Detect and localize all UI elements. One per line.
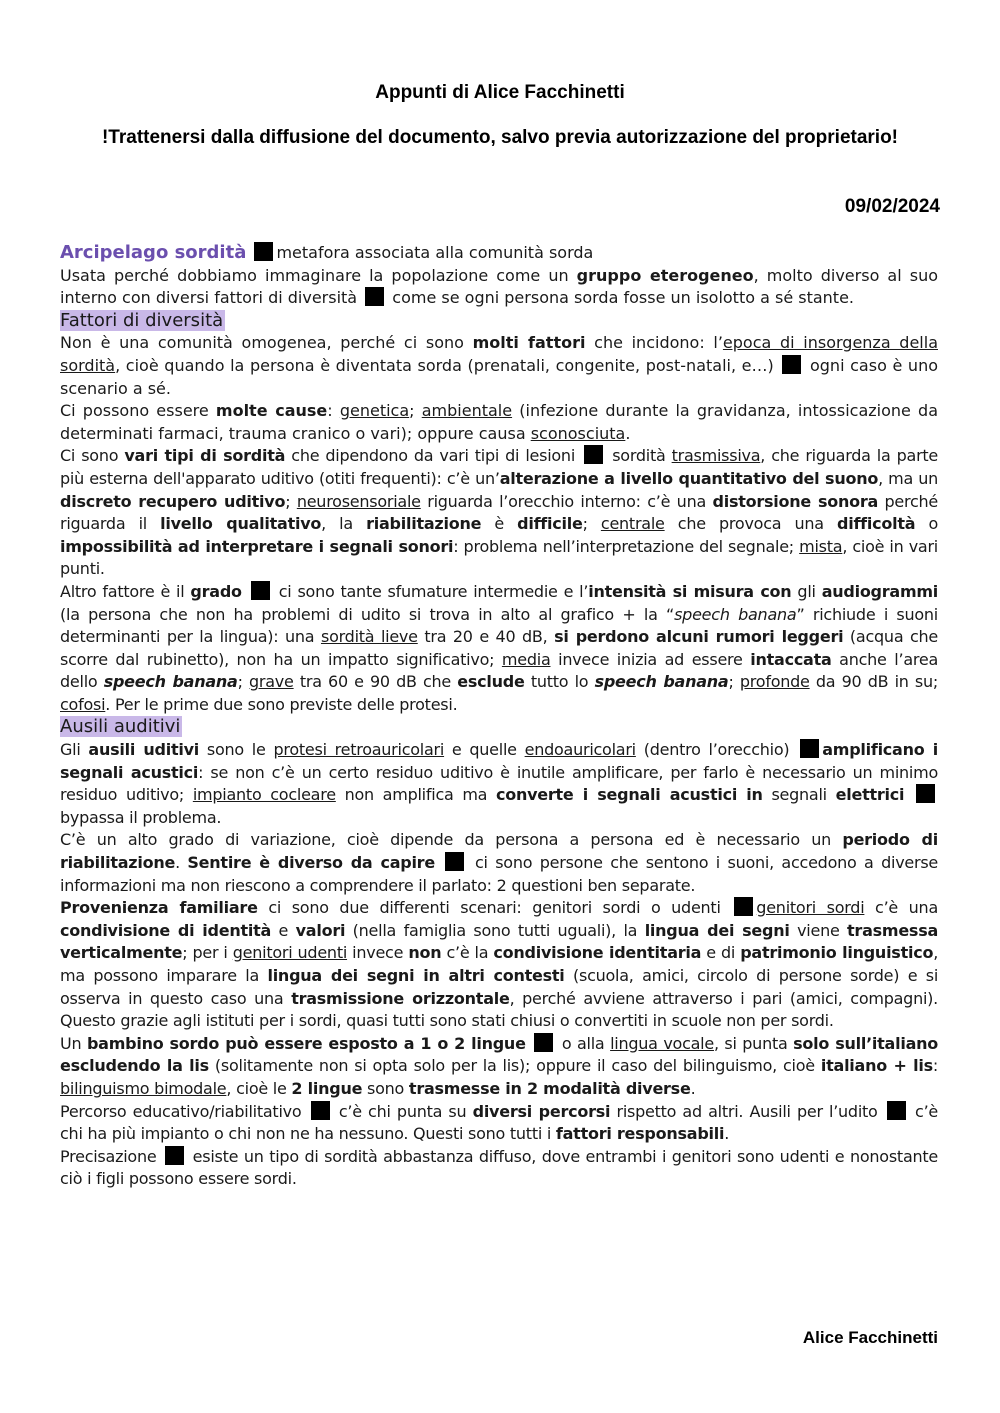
paragraph-grado: Altro fattore è il grado ci sono tante sfumature intermedie e l’intensità si misura con gli audiogrammi (la persona che non ha problemi di udito si trova in alto al grafico + la “speech banana” richiude i suoni determinanti per la lingua): una sordità lieve tra 20 e 40 dB, si perdono alcuni rumori leggeri (acqua che scorre dal rubinetto), non ha un impatto significativo; media invece inizia ad essere intaccata anche l’area dello speech banana; grave tra 60 e 90 dB che esclude tutto lo speech banana; profonde da 90 dB in su; cofosi. Per le prime due sono previste delle protesi. xyxy=(60,581,939,714)
arrow-bullet-icon xyxy=(887,1101,906,1120)
arrow-bullet-icon xyxy=(251,581,270,600)
paragraph-cause: Ci possono essere molte cause: genetica; ambientale (infezione durante la gravidanza, intossicazione da determinati farmaci, trauma cranico o vari); oppure causa sconosciuta. xyxy=(60,401,939,443)
paragraph-variazione: C’è un alto grado di variazione, cioè dipende da persona a persona ed è necessario un periodo di riabilitazione. Sentire è diverso da capire ci sono persone che sentono i suoni, accedono a diverse informazioni ma non riescono a comprendere il parlato: 2 questioni ben separate. xyxy=(60,830,939,895)
document-date: 09/02/2024 xyxy=(844,196,940,217)
arrow-bullet-icon xyxy=(311,1101,330,1120)
arrow-bullet-icon xyxy=(782,355,801,374)
paragraph-epoca: Non è una comunità omogenea, perché ci sono molti fattori che incidono: l’epoca di insorgenza della sordità, cioè quando la persona è diventata sorda (prenatali, congenite, post-natali, e…) ogni caso è uno scenario a sé. xyxy=(60,333,939,398)
section-title: Arcipelago sordità xyxy=(60,242,247,263)
paragraph-ausili: Gli ausili uditivi sono le protesi retroauricolari e quelle endoauricolari (dentro l’orecchio) amplificano i segnali acustici: se non c’è un certo residuo uditivo è inutile amplificare, per farlo è necessario un minimo residuo uditivo; impianto cocleare non amplifica ma converte i segnali acustici in segnali elettrici bypassa il problema. xyxy=(60,740,939,827)
paragraph-percorso: Percorso educativo/riabilitativo c’è chi punta su diversi percorsi rispetto ad altri. Ausili per l’udito c’è chi ha più impianto o chi non ne ha nessuno. Questi sono tutti i fattori responsabili. xyxy=(60,1101,939,1144)
arrow-bullet-icon xyxy=(254,242,273,261)
distribution-warning: !Trattenersi dalla diffusione del documento, salvo previa autorizzazione del proprietario! xyxy=(101,127,899,148)
paragraph-arcipelago: Arcipelago sordità metafora associata alla comunità sorda Usata perché dobbiamo immaginare la popolazione come un gruppo eterogeneo, molto diverso al suo interno con diversi fattori di diversità come se ogni persona sorda fosse un isolotto a sé stante. xyxy=(60,242,938,308)
arrow-bullet-icon xyxy=(445,852,464,871)
subheading-fattori: Fattori di diversità xyxy=(60,309,224,331)
arrow-bullet-icon xyxy=(734,897,753,916)
arrow-bullet-icon xyxy=(165,1146,184,1165)
arrow-bullet-icon xyxy=(365,287,384,306)
subheading-ausili: Ausili auditivi xyxy=(60,716,181,738)
document-author-heading: Appunti di Alice Facchinetti xyxy=(375,82,625,103)
document-body xyxy=(60,242,938,1191)
arrow-bullet-icon xyxy=(800,739,819,758)
arrow-bullet-icon xyxy=(584,445,603,464)
paragraph-provenienza: Provenienza familiare ci sono due differenti scenari: genitori sordi o udenti genitori sordi c’è una condivisione di identità e valori (nella famiglia sono tutti uguali), la lingua dei segni viene trasmessa verticalmente; per i genitori udenti invece non c’è la condivisione identitaria e di patrimonio linguistico, ma possono imparare la lingua dei segni in altri contesti (scuola, amici, circolo di persone sorde) e si osserva in questo caso una trasmissione orizzontale, perché avviene attraverso i pari (amici, compagni). Questo grazie agli istituti per i sordi, quasi tutti sono stati chiusi o convertiti in scuole non per sordi. xyxy=(60,898,939,1031)
arrow-bullet-icon xyxy=(534,1033,553,1052)
paragraph-tipi-sordita: Ci sono vari tipi di sordità che dipendono da vari tipi di lesioni sordità trasmissiva, che riguarda la parte più esterna dell'apparato uditivo (otiti frequenti): c’è un’alterazione a livello quantitativo del suono, ma un discreto recupero uditivo; neurosensoriale riguarda l’orecchio interno: c’è una distorsione sonora perché riguarda il livello qualitativo, la riabilitazione è difficile; centrale che provoca una difficoltà o impossibilità ad interpretare i segnali sonori: problema nell’interpretazione del segnale; mista, cioè in vari punti. xyxy=(60,446,939,579)
arrow-bullet-icon xyxy=(916,784,935,803)
footer-signature: Alice Facchinetti xyxy=(802,1328,938,1347)
paragraph-precisazione: Precisazione esiste un tipo di sordità abbastanza diffuso, dove entrambi i genitori sono udenti e nonostante ciò i figli possono essere sordi. xyxy=(60,1146,939,1189)
paragraph-bambino-sordo: Un bambino sordo può essere esposto a 1 o 2 lingue o alla lingua vocale, si punta solo sull’italiano escludendo la lis (solitamente non si opta solo per la lis); oppure il caso del bilinguismo, cioè italiano + lis: bilinguismo bimodale, cioè le 2 lingue sono trasmesse in 2 modalità diverse. xyxy=(60,1033,938,1098)
